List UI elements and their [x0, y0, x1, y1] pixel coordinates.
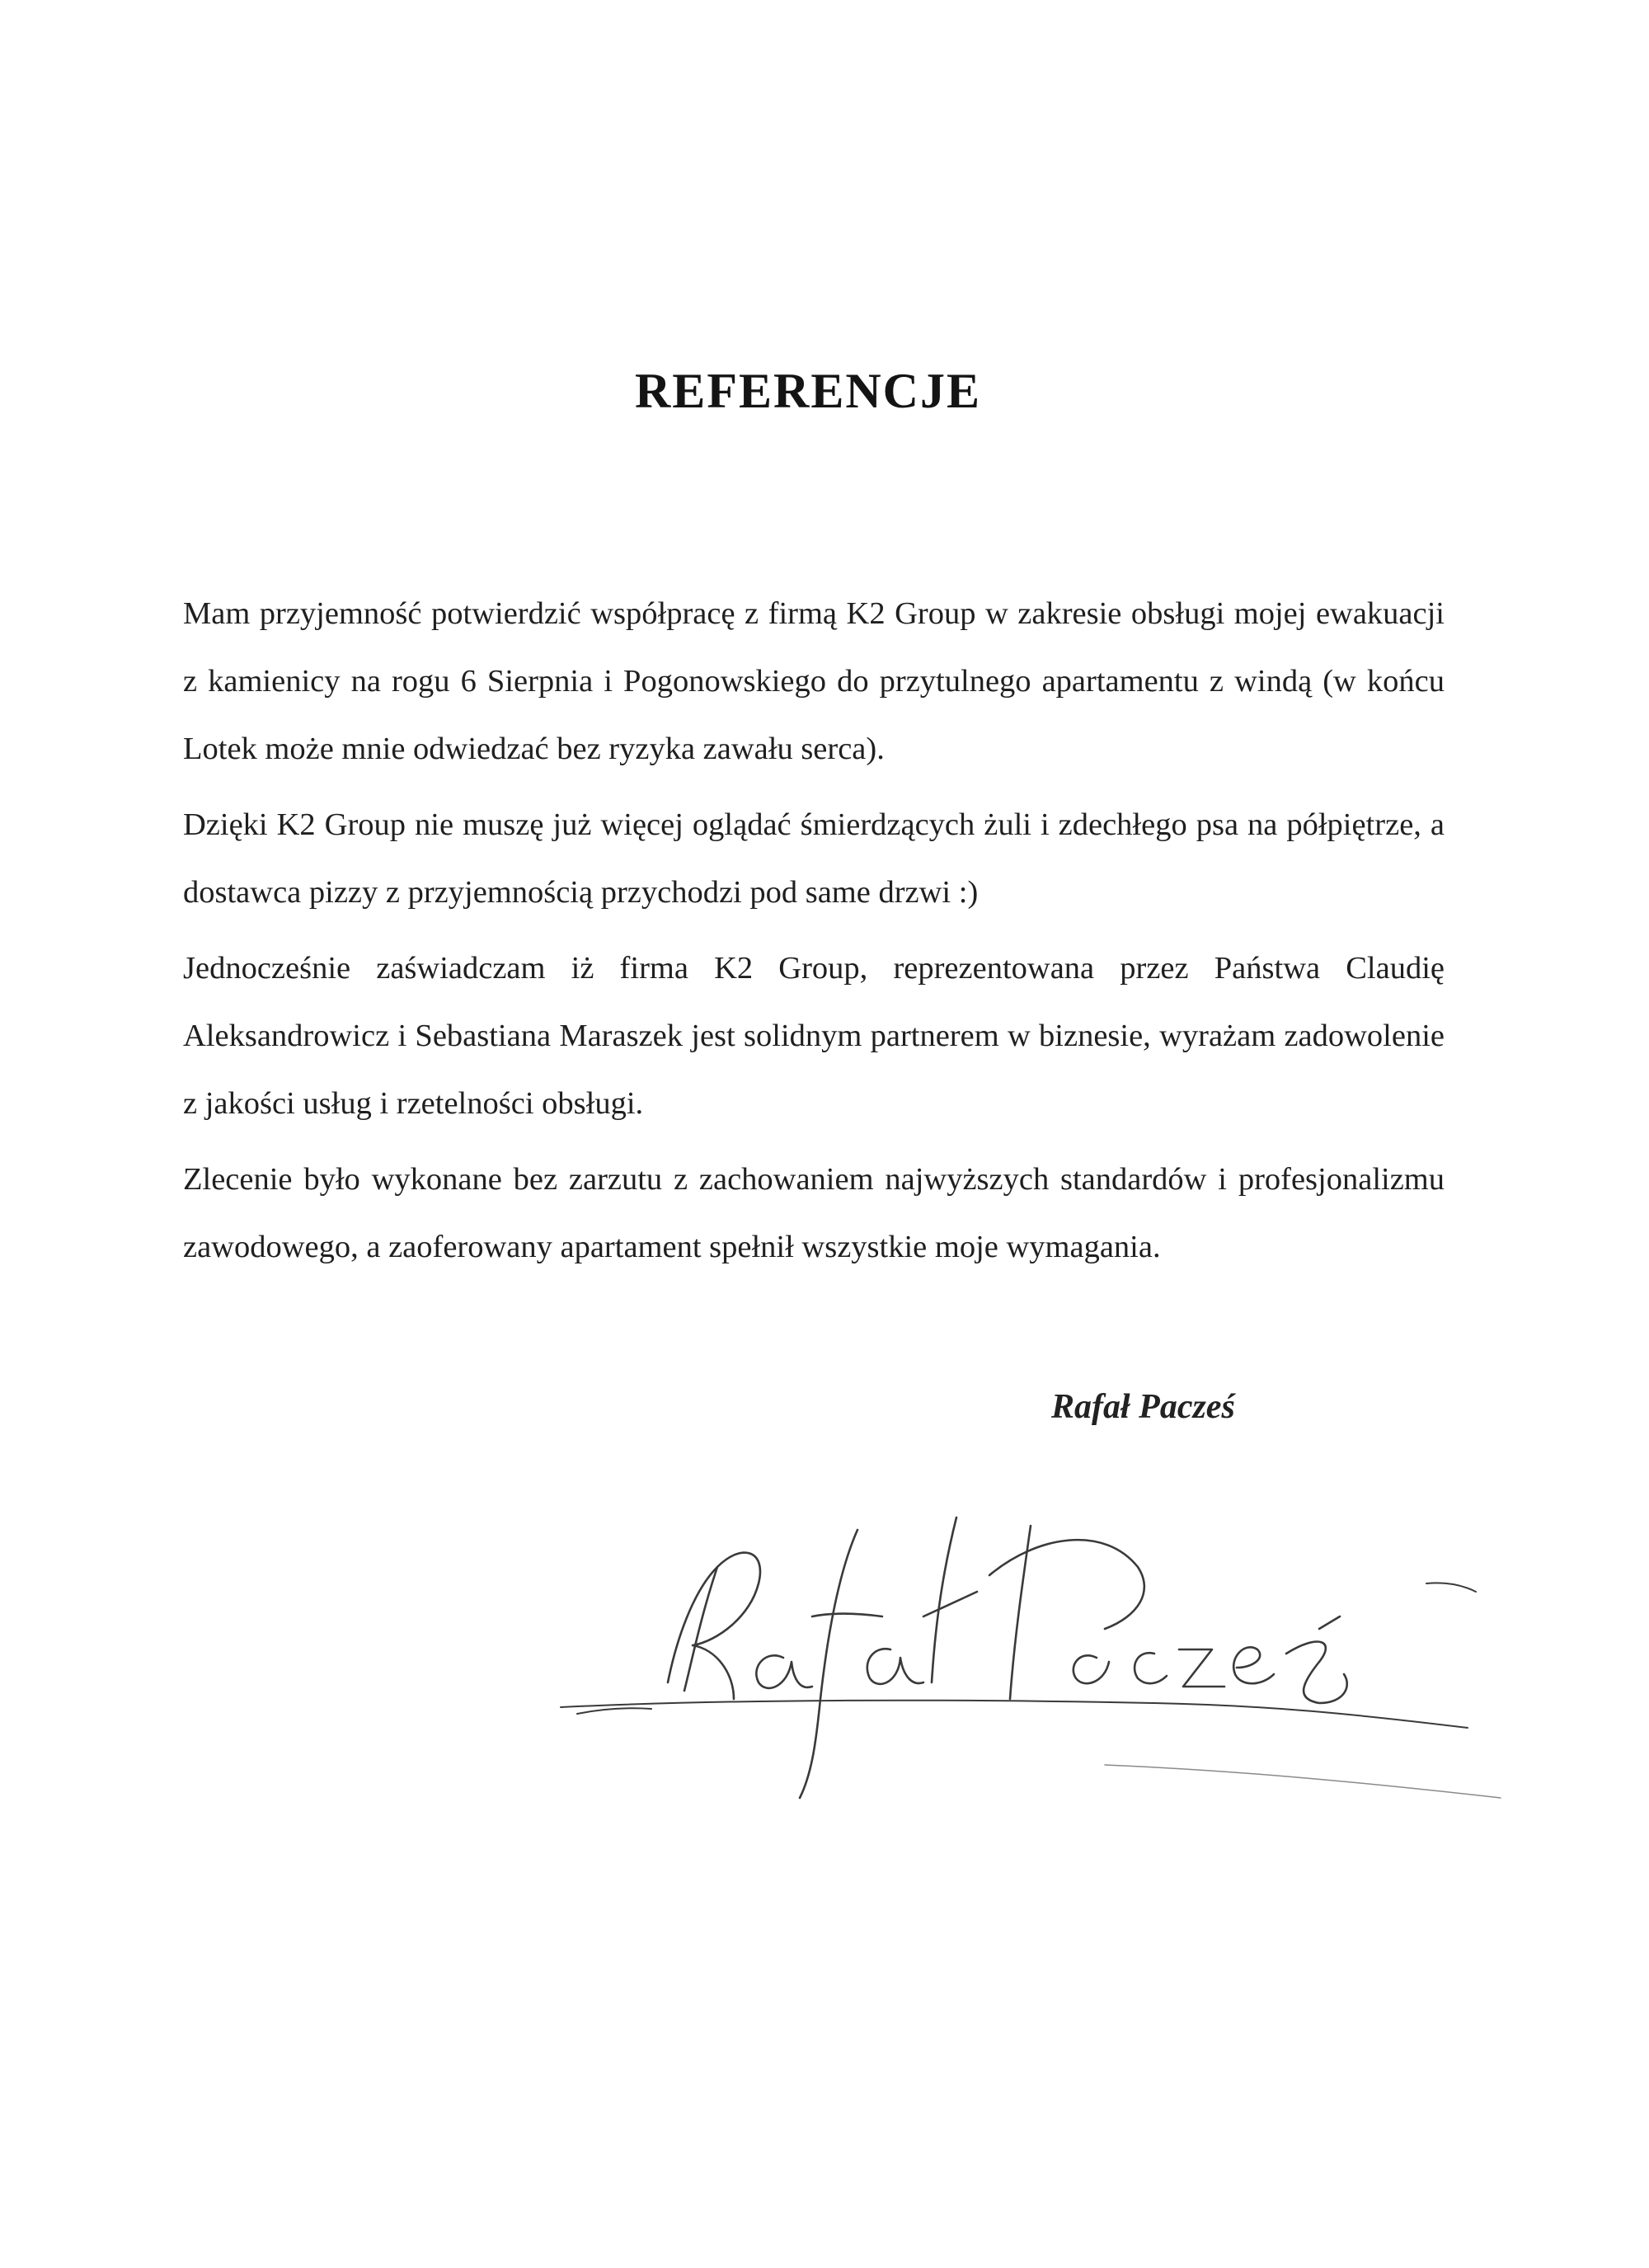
document-body	[183, 580, 1445, 1289]
paragraph-2: Dzięki K2 Group nie muszę już więcej oglądać śmierdzących żuli i zdechłego psa na półpiętrze, a dostawca pizzy z przyjemnością przychodzi pod same drzwi :)	[183, 807, 1445, 910]
paragraph-1: Mam przyjemność potwierdzić współpracę z firmą K2 Group w zakresie obsługi mojej ewakuacji z kamienicy na rogu 6 Sierpnia i Pogonowskiego do przytulnego apartamentu z windą (w końcu Lotek może mnie odwiedzać bez ryzyka zawału serca).	[183, 596, 1445, 766]
document-title: REFERENCJE	[634, 364, 982, 418]
paragraph-3: Jednocześnie zaświadczam iż firma K2 Group, reprezentowana przez Państwa Claudię Aleksandrowicz i Sebastiana Maraszek jest solidnym partnerem w biznesie, wyrażam zadowolenie z jakości usług i rzetelności obsługi.	[183, 951, 1445, 1121]
paragraph-4: Zlecenie było wykonane bez zarzutu z zachowaniem najwyższych standardów i profesjonalizmu zawodowego, a zaoferowany apartament spełnił wszystkie moje wymagania.	[183, 1162, 1445, 1264]
handwritten-signature	[528, 1452, 1534, 1831]
signer-name: Rafał Pacześ	[1051, 1388, 1235, 1426]
